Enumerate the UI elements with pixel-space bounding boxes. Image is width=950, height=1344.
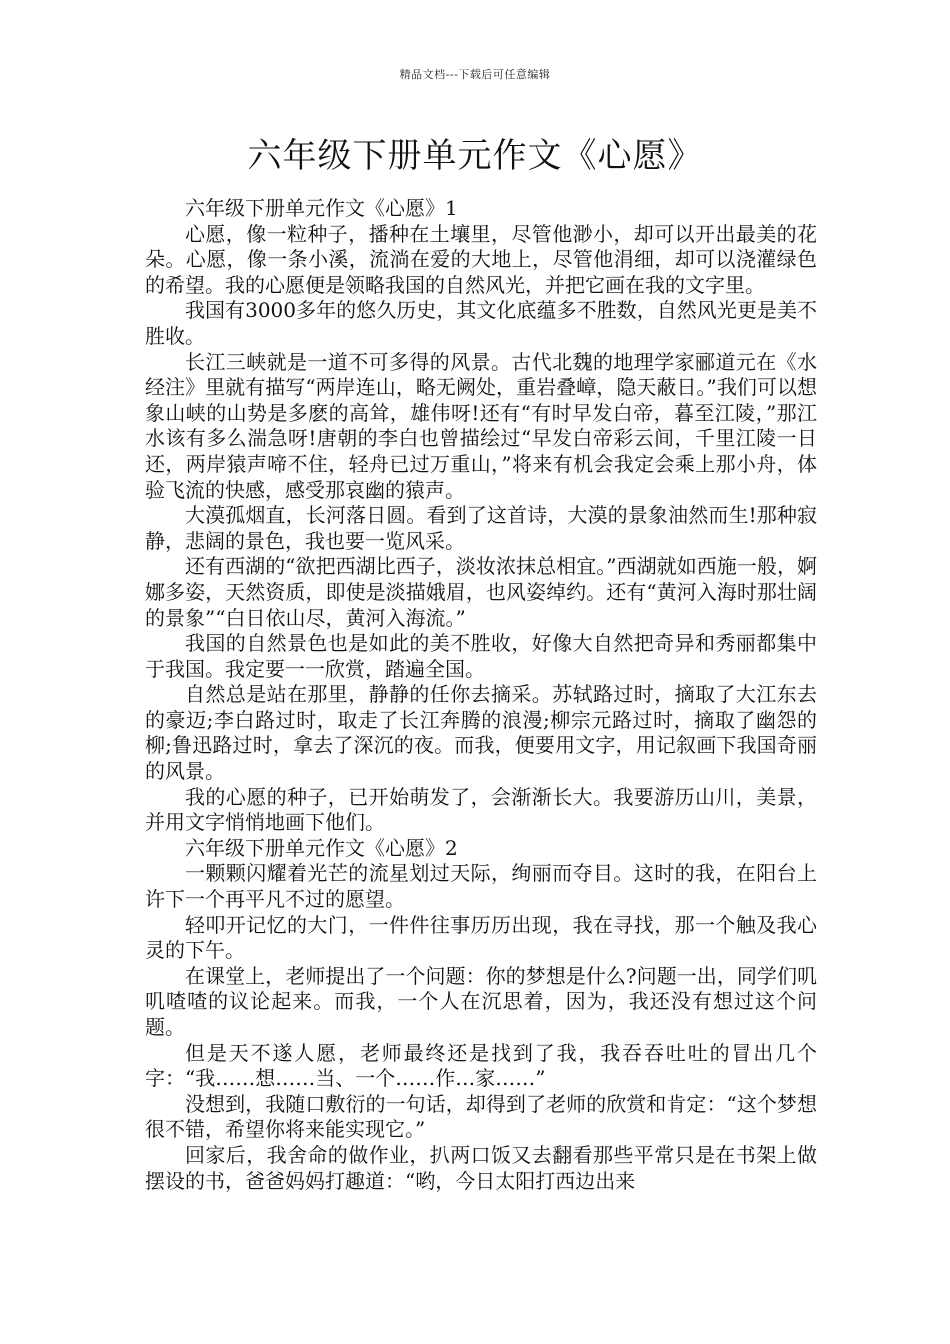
paragraph: 还有西湖的“欲把西湖比西子，淡妆浓抹总相宜。”西湖就如西施一般，婀娜多姿，天然资质，即使是淡描娥眉，也风姿绰约。还有“黄河入海时那壮阔的景象”“白日依山尽，黄河入海流。” [145, 554, 817, 630]
paragraph: 我国的自然景色也是如此的美不胜收，好像大自然把奇异和秀丽都集中于我国。我定要一一欣赏，踏遍全国。 [145, 631, 817, 681]
paragraph: 在课堂上，老师提出了一个问题：你的梦想是什么?问题一出，同学们叽叽喳喳的议论起来。而我，一个人在沉思着，因为，我还没有想过这个问题。 [145, 963, 817, 1039]
paragraph: 轻叩开记忆的大门，一件件往事历历出现，我在寻找，那一个触及我心灵的下午。 [145, 912, 817, 963]
paragraph: 没想到，我随口敷衍的一句话，却得到了老师的欣赏和肯定：“这个梦想很不错，希望你将来能实现它。” [145, 1091, 817, 1142]
page-header: 精品文档---下载后可任意编辑 [399, 68, 551, 81]
paragraph: 回家后，我舍命的做作业，扒两口饭又去翻看那些平常只是在书架上做摆设的书，爸爸妈妈打趣道：“哟，今日太阳打西边出来 [145, 1142, 817, 1193]
document-body [145, 196, 817, 1194]
paragraph: 我国有3000多年的悠久历史，其文化底蕴多不胜数，自然风光更是美不胜收。 [145, 298, 817, 348]
document-title: 六年级下册单元作文《心愿》 [247, 136, 703, 176]
paragraph: 心愿，像一粒种子，播种在土壤里，尽管他渺小，却可以开出最美的花朵。心愿，像一条小溪，流淌在爱的大地上，尽管他涓细，却可以浇灌绿色的希望。我的心愿便是领略我国的自然风光，并把它画在我的文字里。 [145, 221, 817, 297]
paragraph: 大漠孤烟直，长河落日圆。看到了这首诗，大漠的景象油然而生!那种寂静，悲阔的景色，我也要一览风采。 [145, 503, 817, 553]
paragraph: 一颗颗闪耀着光芒的流星划过天际，绚丽而夺目。这时的我，在阳台上许下一个再平凡不过的愿望。 [145, 861, 817, 912]
paragraph: 我的心愿的种子，已开始萌发了，会渐渐长大。我要游历山川，美景，并用文字悄悄地画下他们。 [145, 784, 817, 835]
paragraph: 长江三峡就是一道不可多得的风景。古代北魏的地理学家郦道元在《水经注》里就有描写“两岸连山，略无阙处，重岩叠嶂，隐天蔽日。”我们可以想象山峡的山势是多麽的高耸，雄伟呀!还有“有时早发白帝，暮至江陵，”那江水该有多么湍急呀!唐朝的李白也曾描绘过“早发白帝彩云间，千里江陵一日还，两岸猿声啼不住，轻舟已过万重山，”将来有机会我定会乘上那小舟，体验飞流的快感，感受那哀幽的猿声。 [145, 349, 817, 502]
paragraph: 自然总是站在那里，静静的任你去摘采。苏轼路过时，摘取了大江东去的豪迈;李白路过时，取走了长江奔腾的浪漫;柳宗元路过时，摘取了幽怨的柳;鲁迅路过时，拿去了深沉的夜。而我，便要用文字，用记叙画下我国奇丽的风景。 [145, 682, 817, 784]
essay-2-heading: 六年级下册单元作文《心愿》2 [185, 835, 458, 860]
essay-1-heading: 六年级下册单元作文《心愿》1 [185, 196, 458, 220]
paragraph: 但是天不遂人愿，老师最终还是找到了我，我吞吞吐吐的冒出几个字：“我……想……当、一个……作…家……” [145, 1040, 817, 1091]
